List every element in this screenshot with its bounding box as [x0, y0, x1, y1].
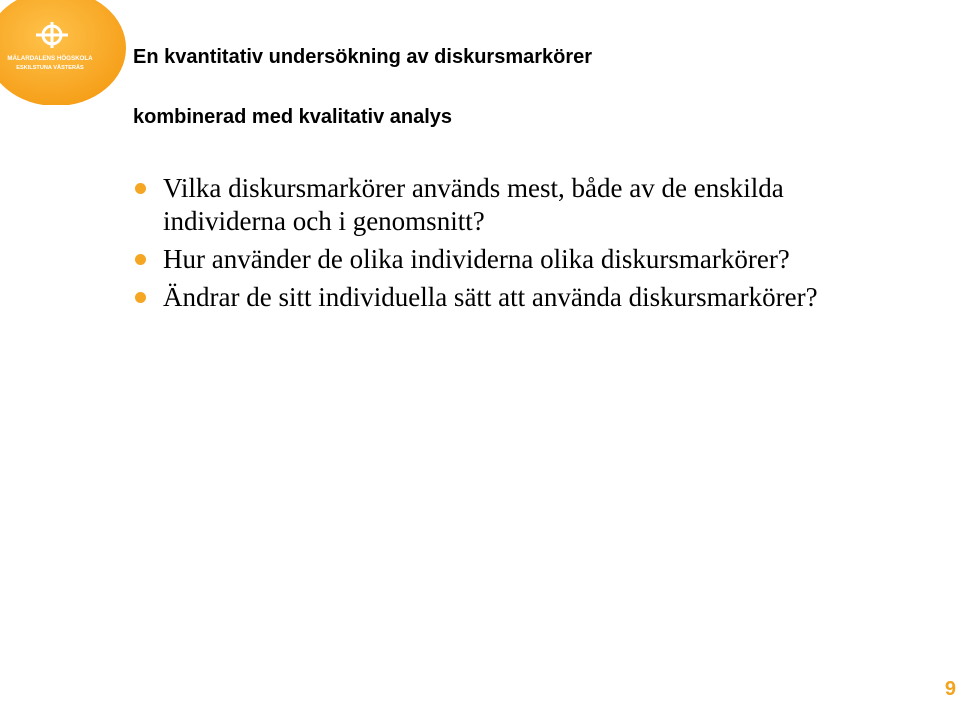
bullet-item	[133, 172, 853, 238]
page-number: 9	[944, 678, 956, 700]
bullet-text: Ändrar de sitt individuella sätt att använda diskursmarkörer?	[163, 282, 818, 312]
bullet-item	[133, 281, 853, 314]
bullet-dot-icon	[135, 183, 146, 194]
bullet-text: Vilka diskursmarkörer används mest, både av de enskilda individerna och i genomsnitt?	[163, 173, 784, 236]
bullet-item	[133, 243, 853, 276]
university-logo	[0, 0, 130, 105]
bullet-dot-icon	[135, 292, 146, 303]
logo-line2: ESKILSTUNA VÄSTERÅS	[16, 65, 84, 71]
bullet-list	[133, 172, 853, 319]
slide-title-line1: En kvantitativ undersökning av diskursmarkörer	[133, 46, 593, 68]
bullet-text: Hur använder de olika individerna olika diskursmarkörer?	[163, 244, 790, 274]
bullet-dot-icon	[135, 254, 146, 265]
slide-title-line2: kombinerad med kvalitativ analys	[133, 106, 453, 128]
logo-line1: MÄLARDALENS HÖGSKOLA	[7, 55, 93, 62]
